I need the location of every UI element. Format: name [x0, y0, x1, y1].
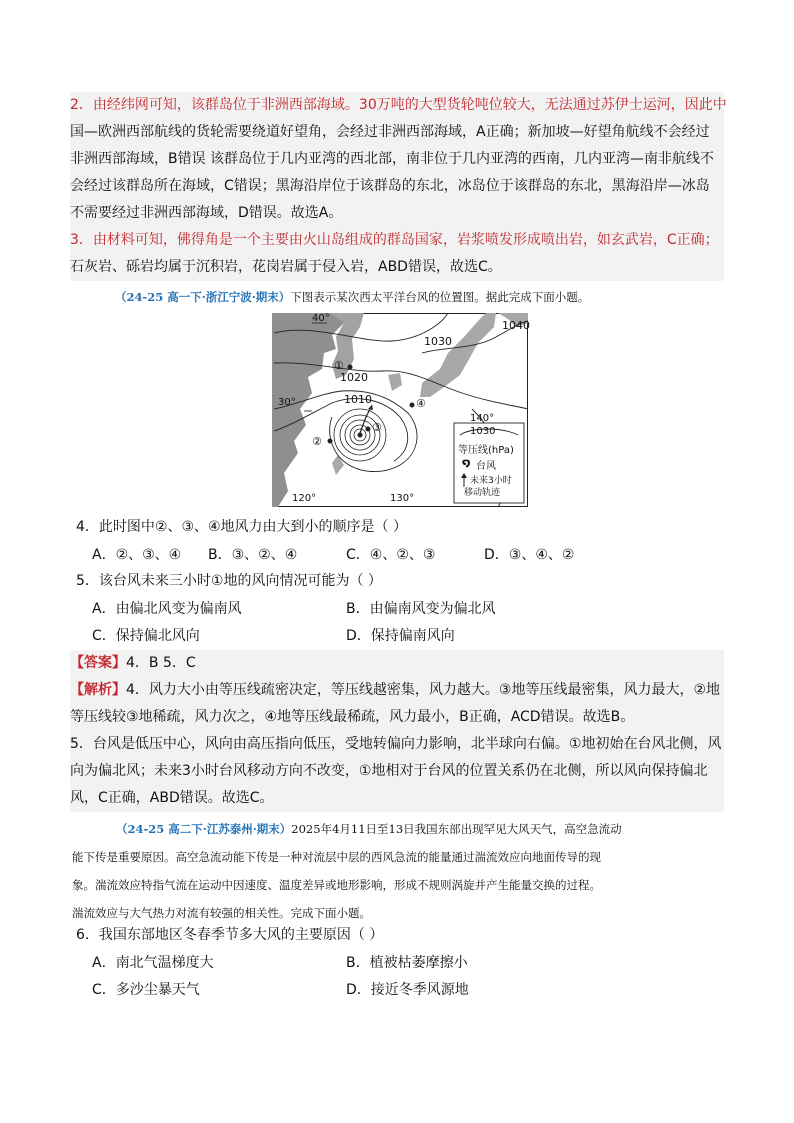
typhoon-map	[272, 313, 528, 507]
q4-stem: 4．此时图中②、③、④地风力由大到小的顺序是（ ）	[76, 519, 408, 535]
point-label-2: ②	[312, 435, 322, 448]
analysis-label: 【解析】	[70, 682, 126, 698]
isobar-label: 1030	[424, 335, 452, 348]
section2-source: （24-25 高二下·江苏泰州·期末）	[116, 822, 292, 836]
q4-option-d[interactable]: D．③、④、②	[484, 547, 575, 563]
lat-label: 40°	[312, 313, 330, 324]
q5-analysis-line: 5．台风是低压中心，风向由高压指向低压，受地转偏向力影响，北半球向右偏。①地初始在台风北侧，风	[70, 736, 722, 752]
q2-analysis-line: 2．由经纬网可知，该群岛位于非洲西部海域。30万吨的大型货轮吨位较大，无法通过苏伊士运河，因此中	[70, 97, 727, 113]
section2-intro	[72, 815, 726, 927]
prev-answer-block	[70, 92, 727, 281]
q2-analysis-line: 国—欧洲西部航线的货轮需要绕道好望角，会经过非洲西部海域，A正确；新加坡—好望角航线不会经过	[70, 124, 710, 140]
isobar-label: 1020	[340, 371, 368, 384]
q6-option-d[interactable]: D．接近冬季风源地	[346, 982, 469, 998]
lon-label: 120°	[292, 493, 317, 504]
q5-option-a[interactable]: A．由偏北风变为偏南风	[92, 601, 242, 617]
q2-analysis-line: 非洲西部海域，B错误 该群岛位于几内亚湾的西北部，南非位于几内亚湾的西南，几内亚湾—南非航线不	[70, 151, 715, 167]
q5-option-b[interactable]: B．由偏南风变为偏北风	[346, 601, 496, 617]
section1-source: （24-25 高一下·浙江宁波·期末）	[115, 290, 291, 304]
q3-analysis-line: 3．由材料可知，佛得角是一个主要由火山岛组成的群岛国家，岩浆喷发形成喷出岩，如玄武岩，C正确；	[70, 232, 719, 248]
section2-line: 象。湍流效应特指气流在运动中因速度、温度差异或地形影响，形成不规则涡旋并产生能量交换的过程。	[72, 878, 601, 892]
q6-option-a[interactable]: A．南北气温梯度大	[92, 955, 214, 971]
answer-label: 【答案】	[70, 655, 126, 671]
q5-option-d[interactable]: D．保持偏南风向	[346, 628, 455, 644]
q6-option-b[interactable]: B．植被枯萎摩擦小	[346, 955, 468, 971]
q2-analysis-line: 会经过该群岛所在海域，C错误；黑海沿岸位于该群岛的东北，冰岛位于该群岛的东北，黑海沿岸—冰岛	[70, 178, 710, 194]
q2-analysis-line: 不需要经过非洲西部海域，D错误。故选A。	[70, 205, 343, 221]
legend-track-line1: 未来3小时	[470, 476, 512, 486]
isobar-label: 1010	[344, 393, 372, 406]
section2-line: 湍流效应与大气热力对流有较强的相关性。完成下面小题。	[72, 906, 371, 920]
q4-option-a[interactable]: A．②、③、④	[92, 547, 182, 563]
section2-line: 能下传是重要原因。高空急流动能下传是一种对流层中层的西风急流的能量通过湍流效应向地面传导的现	[72, 850, 601, 864]
section1-intro	[115, 284, 735, 310]
q4-analysis-line: 4．风力大小由等压线疏密决定，等压线越密集，风力越大。③地等压线最密集，风力最大，②地	[126, 682, 721, 698]
legend-isobar-label: 等压线(hPa)	[458, 445, 514, 456]
q6-option-c[interactable]: C．多沙尘暴天气	[92, 982, 200, 998]
lat-label: 30°	[278, 397, 296, 408]
point-label-3: ③	[372, 421, 382, 434]
isobar-label: 1040	[502, 319, 530, 332]
answer-text: 4．B 5．C	[126, 655, 196, 671]
section2-line	[72, 815, 726, 843]
legend-isobar-value: 1030	[470, 426, 496, 437]
q4-analysis-line: 等压线较③地稀疏，风力次之，④地等压线最稀疏，风力最小，B正确，ACD错误。故选B。	[70, 709, 635, 725]
q4-option-c[interactable]: C．④、②、③	[346, 547, 436, 563]
legend-track-line2: 移动轨迹	[464, 488, 501, 498]
section2-text: 2025年4月11日至13日我国东部出现罕见大风天气，高空急流动	[291, 822, 622, 836]
q4-option-b[interactable]: B．③、②、④	[208, 547, 298, 563]
analysis-line	[70, 677, 724, 704]
point-label-1: ①	[334, 359, 344, 372]
lon-label: 130°	[390, 493, 415, 504]
legend-typhoon-label: 台风	[476, 461, 496, 472]
typhoon-icon: ໑	[462, 456, 471, 469]
q5-analysis-line: 向为偏北风；未来3小时台风移动方向不改变，①地相对于台风的位置关系仍在北侧，所以风向保持偏北	[70, 763, 708, 779]
q3-analysis-line: 石灰岩、砾岩均属于沉积岩，花岗岩属于侵入岩，ABD错误，故选C。	[70, 259, 502, 275]
section1-intro-text: 下图表示某次西太平洋台风的位置图。据此完成下面小题。	[290, 290, 590, 304]
q5-analysis-line: 风，C正确，ABD错误。故选C。	[70, 790, 274, 806]
q5-stem: 5．该台风未来三小时①地的风向情况可能为（ ）	[76, 573, 382, 589]
q6-stem: 6．我国东部地区冬春季节多大风的主要原因（ ）	[76, 927, 384, 943]
answer-line	[70, 650, 724, 677]
point-label-4: ④	[416, 397, 426, 410]
answer-analysis-block	[70, 650, 724, 812]
q5-option-c[interactable]: C．保持偏北风向	[92, 628, 200, 644]
lon-label: 140°	[470, 413, 495, 424]
